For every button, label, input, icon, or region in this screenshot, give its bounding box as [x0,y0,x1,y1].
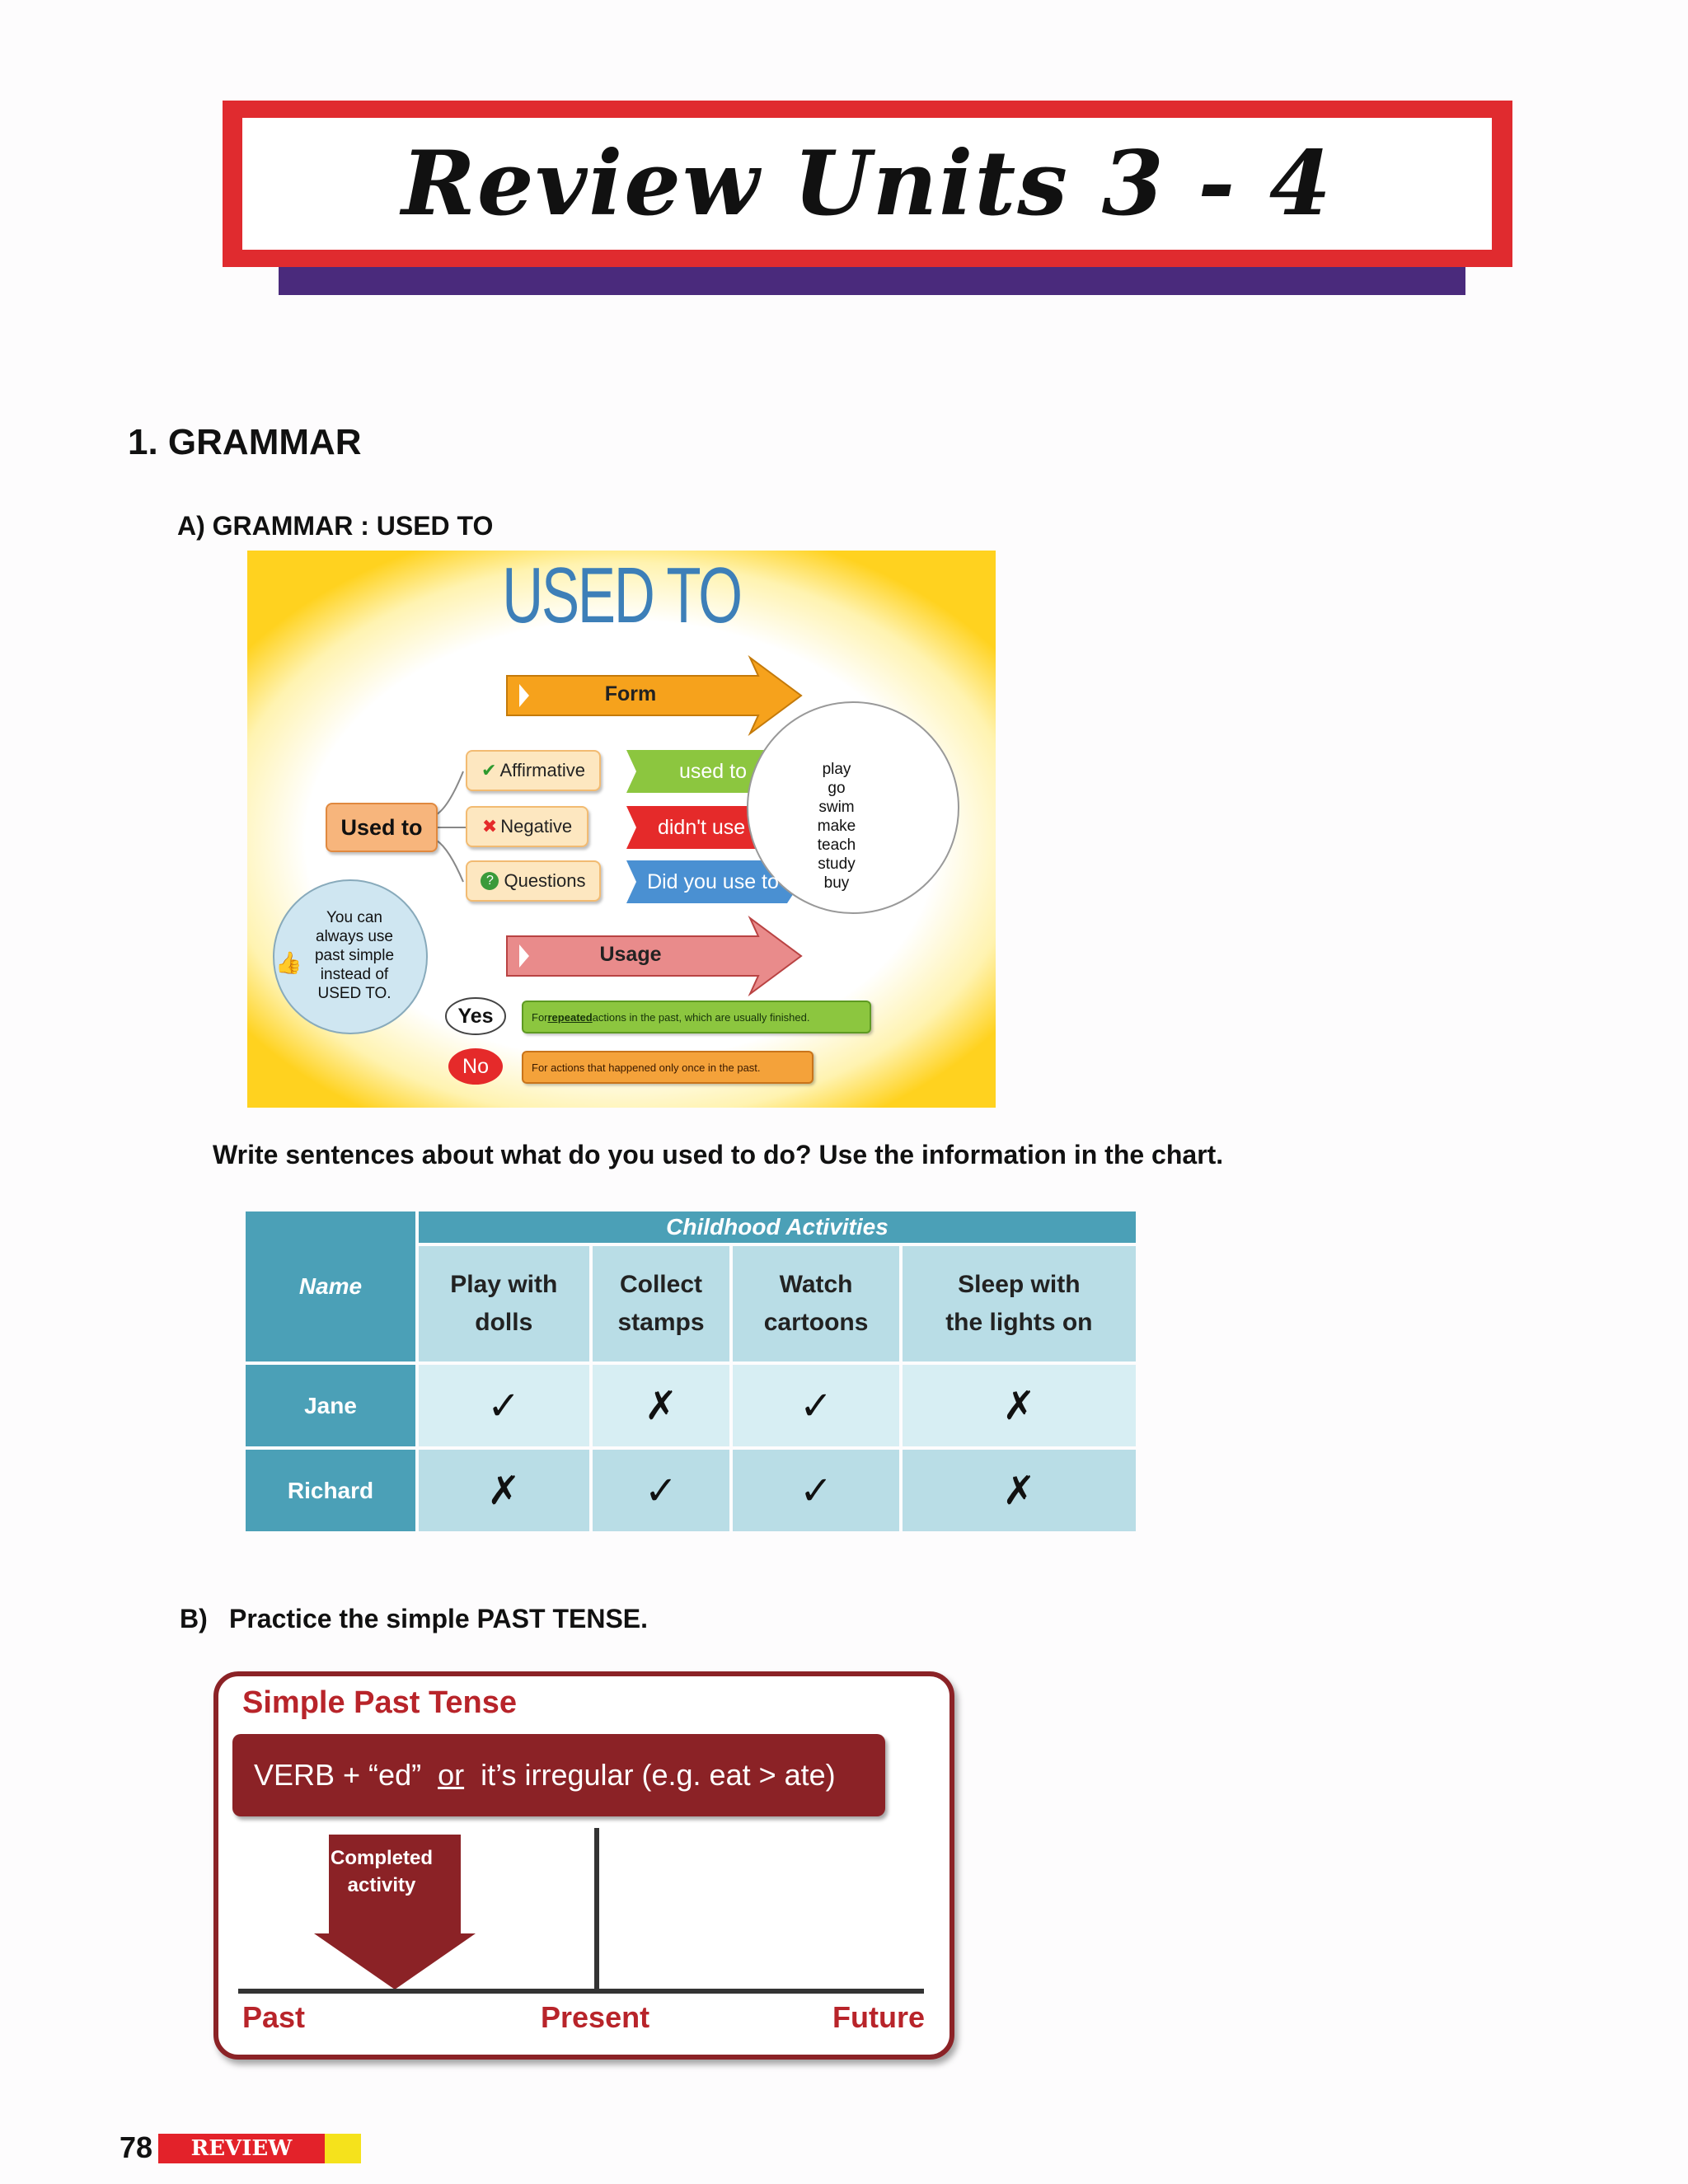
timeline-future-label: Future [832,2000,925,2034]
verb-item: make [817,818,856,835]
question-icon: ? [481,872,499,890]
col-line: Sleep with [958,1271,1081,1298]
footer-review-label: REVIEW [190,2136,293,2161]
mark-cell: ✗ [419,1450,589,1531]
childhood-activities-table [242,1208,1139,1535]
verb-item: buy [823,874,850,892]
usage-label: Usage [599,943,662,966]
col-line: dolls [475,1309,533,1336]
timeline-past-label: Past [242,2000,306,2034]
form-question-text: Did you use to [647,870,779,893]
branch-questions [466,860,601,902]
col-line: Play with [450,1271,558,1298]
row-name: Richard [246,1450,415,1531]
yes-note-pre: For [532,1010,548,1024]
used-to-title: USED TO [502,551,741,640]
mark-cell: ✓ [733,1450,898,1531]
col-line: Collect [619,1271,703,1298]
form-negative-text: didn't use to [657,816,769,839]
page-title: Review Units 3 - 4 [401,132,1333,236]
tip-line: USED TO. [317,985,392,1002]
table-name-header: Name [246,1212,415,1361]
col-line: the lights on [945,1309,1093,1336]
col-line: cartoons [763,1309,869,1336]
branch-questions-label: Questions [504,870,586,891]
yes-note-emphasis: repeated [547,1010,593,1024]
check-icon: ✔ [481,760,497,780]
yes-note [522,1001,871,1033]
tip-line: instead of [320,966,389,983]
thumbs-up-icon: 👍 [275,951,302,976]
tip-line: past simple [314,947,395,964]
cross-icon: ✖ [481,816,498,837]
completed-activity-label [316,1844,448,1899]
mark-cell: ✓ [419,1365,589,1446]
arrow-line: activity [347,1874,416,1896]
yes-note-post: actions in the past, which are usually finished. [592,1010,810,1024]
simple-past-heading: Simple Past Tense [242,1685,517,1720]
used-to-infographic [247,551,996,1108]
used-to-center-box: Used to [326,803,438,852]
title-banner-inner [242,118,1492,250]
table-row [246,1450,1136,1531]
formula-or: or [438,1758,465,1792]
subheading-used-to: A) GRAMMAR : USED TO [177,511,494,541]
footer-yellow-accent [325,2134,361,2163]
page-number: 78 [120,2130,153,2164]
arrow-line: Completed [330,1847,433,1869]
form-affirmative-text: used to [678,760,747,783]
section-heading-grammar: 1. GRAMMAR [128,422,362,462]
table-col-header [593,1246,730,1361]
formula-post: it’s irregular (e.g. eat > ate) [464,1758,836,1792]
verb-item: study [818,855,856,873]
verb-item: play [822,761,851,778]
col-line: stamps [617,1309,705,1336]
mark-cell: ✓ [733,1365,898,1446]
branch-negative [466,806,588,847]
subheading-past-tense: Practice the simple PAST TENSE. [229,1604,649,1633]
mark-cell: ✗ [903,1365,1136,1446]
formula-pre: VERB + “ed” [254,1758,438,1792]
table-col-header [903,1246,1136,1361]
connector-questions [437,841,463,882]
mark-cell: ✗ [593,1365,730,1446]
no-note: For actions that happened only once in the past. [522,1051,814,1084]
form-label: Form [604,682,657,705]
footer-review-band [158,2134,325,2163]
col-line: Watch [779,1271,853,1298]
verb-item: go [828,780,846,797]
verb-item: teach [817,837,856,854]
instruction-text: Write sentences about what do you used to do? Use the information in the chart. [213,1140,1224,1169]
yes-label: Yes [457,1005,494,1028]
verb-item: swim [818,799,855,816]
branch-affirmative [466,750,601,791]
branch-affirmative-label: Affirmative [499,760,585,780]
table-group-header: Childhood Activities [419,1212,1136,1243]
no-label: No [462,1055,489,1078]
table-row [246,1365,1136,1446]
mark-cell: ✓ [593,1450,730,1531]
table-col-header [419,1246,589,1361]
tip-text [293,908,416,1003]
connector-affirmative [437,771,463,814]
tip-line: always use [316,928,393,945]
tip-line: You can [326,909,382,926]
timeline-present-label: Present [541,2000,650,2034]
verbs-list [795,760,878,893]
mark-cell: ✗ [903,1450,1136,1531]
table-col-header [733,1246,898,1361]
branch-negative-label: Negative [500,816,573,837]
subheading-b-letter: B) [180,1604,208,1633]
row-name: Jane [246,1365,415,1446]
